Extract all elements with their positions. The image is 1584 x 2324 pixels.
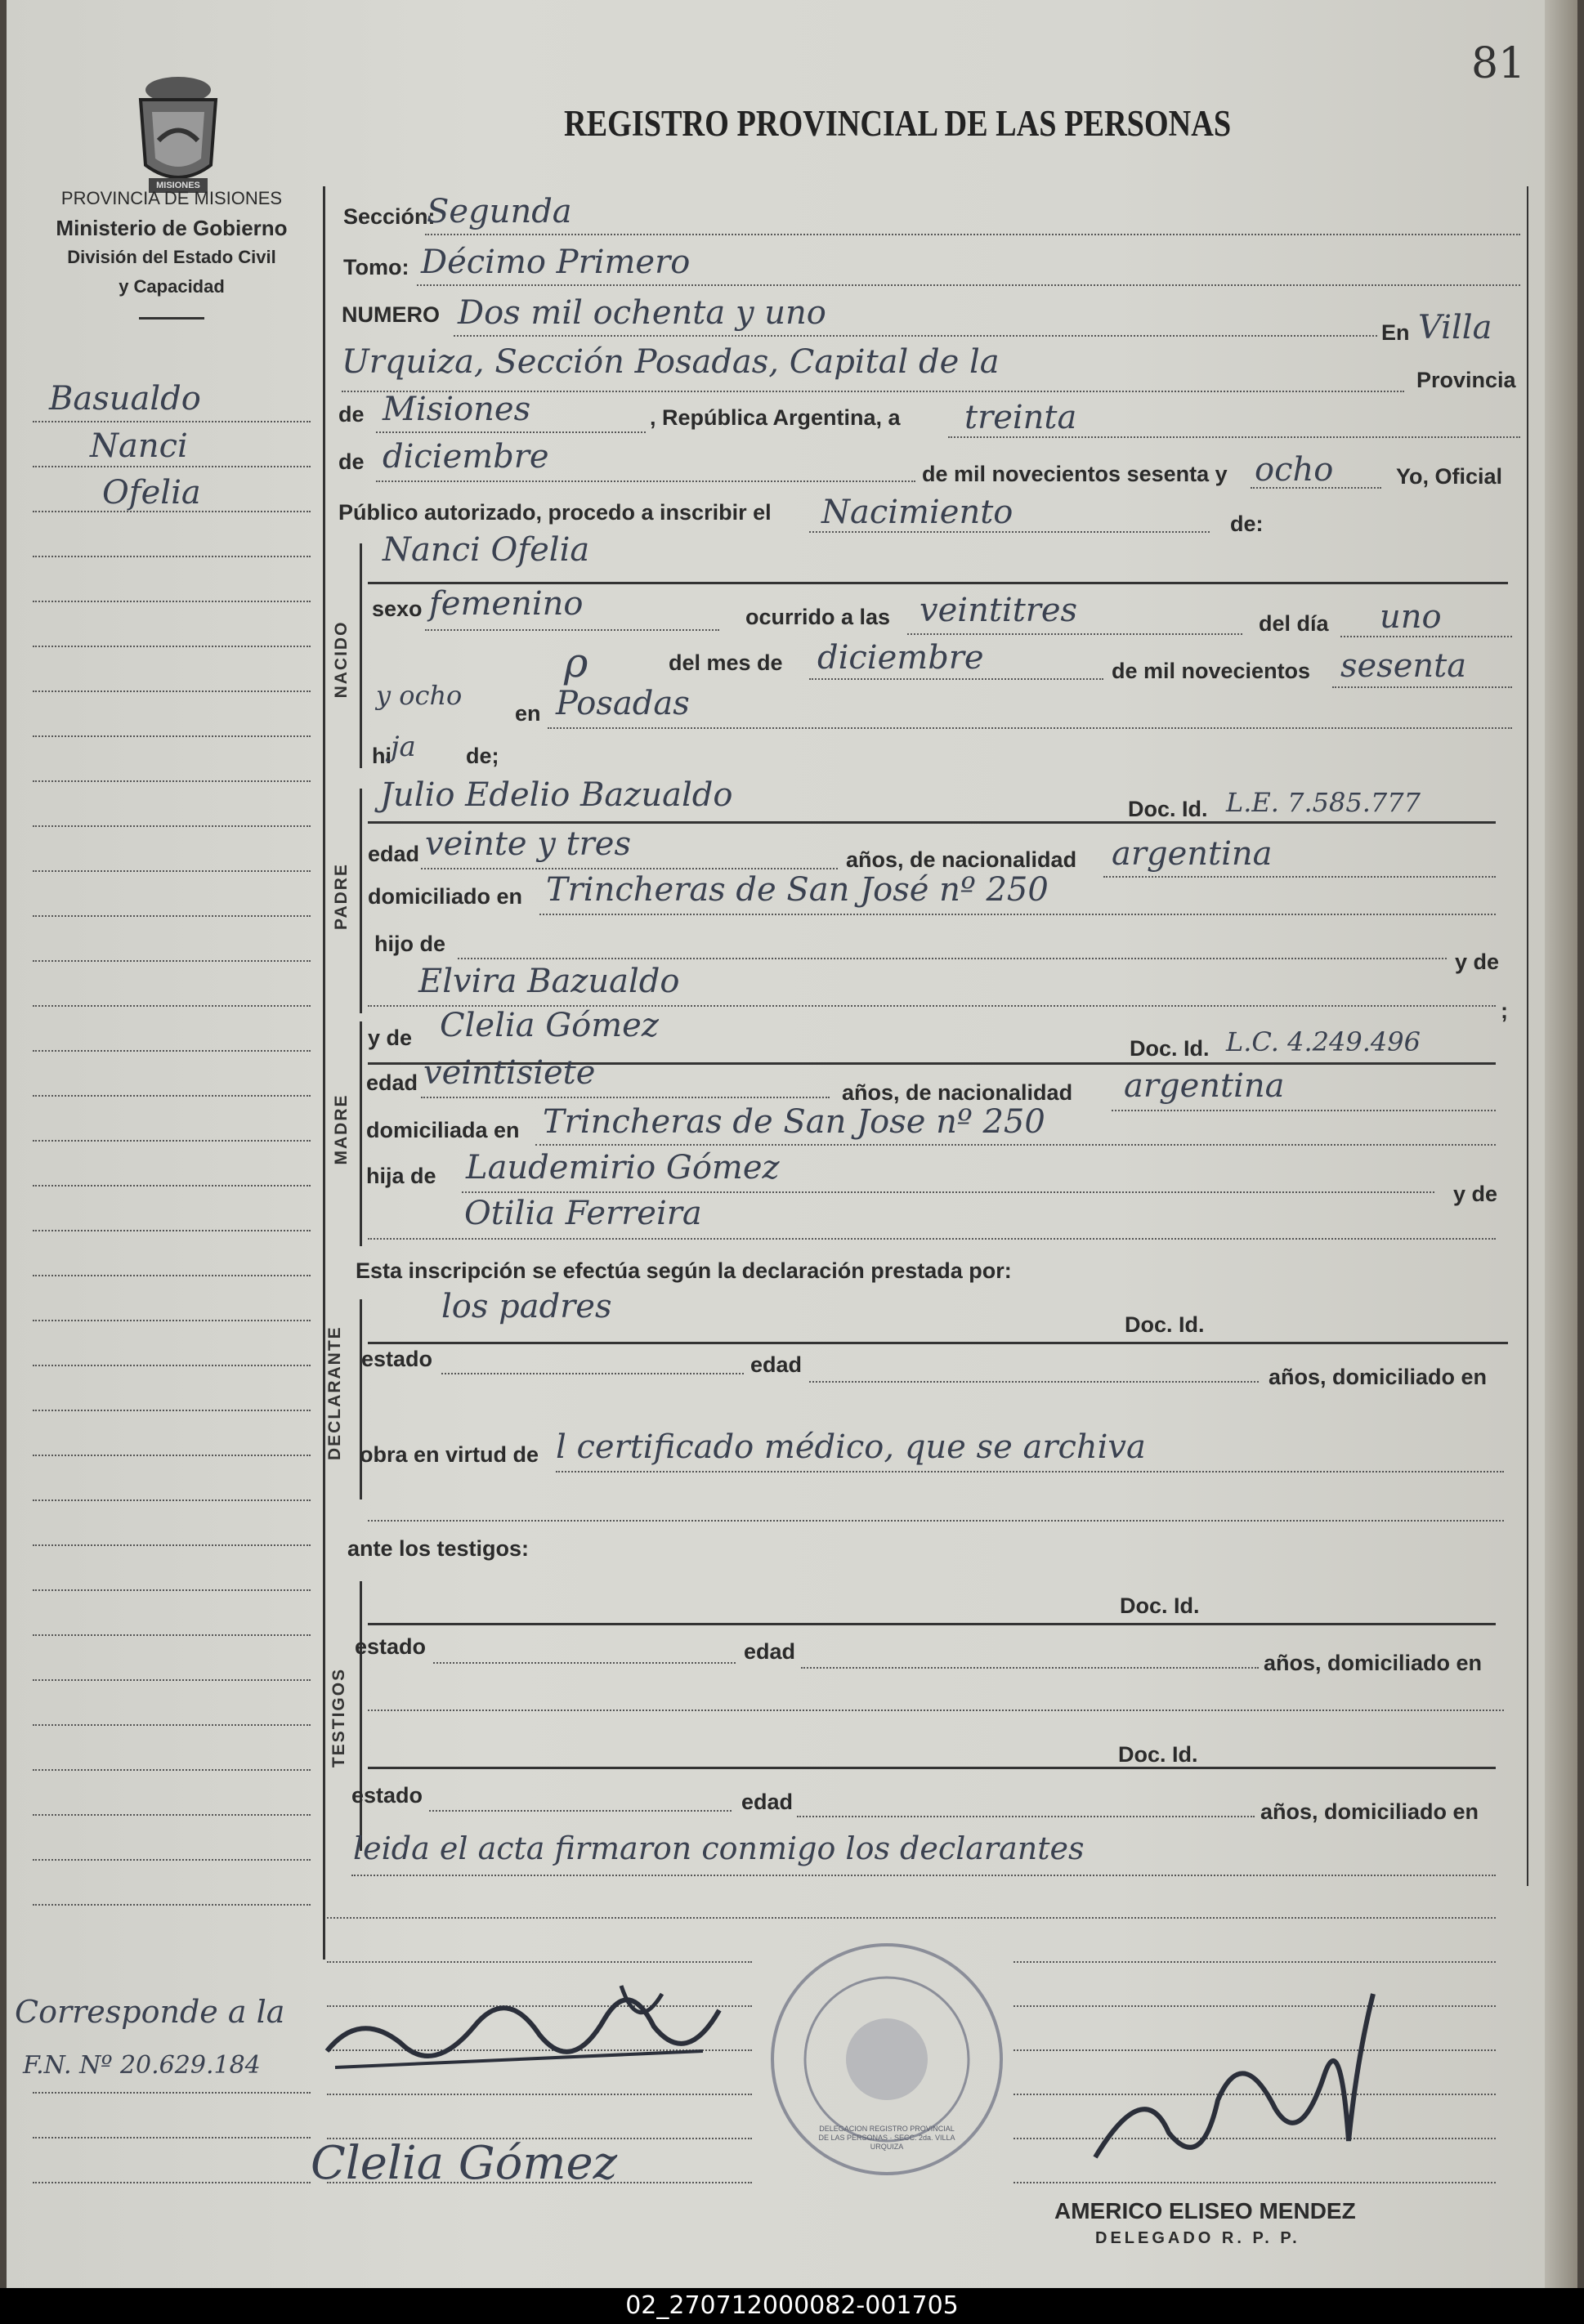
value-padre-dom: Trincheras de San José nº 250 xyxy=(546,871,1049,909)
section-testigos: TESTIGOS xyxy=(329,1667,348,1768)
value-madre-nac: argentina xyxy=(1124,1067,1285,1105)
label-inscripcion: Esta inscripción se efectúa según la declaración prestada por: xyxy=(356,1258,1012,1283)
label-de-colon: de: xyxy=(1230,512,1264,536)
issuing-office xyxy=(16,184,327,302)
label-doc-testigo-1: Doc. Id. xyxy=(1120,1593,1200,1618)
label-doc-declarante: Doc. Id. xyxy=(1125,1312,1205,1337)
testigo-2-line xyxy=(368,1767,1496,1769)
value-obra: l certificado médico, que se archiva xyxy=(556,1428,1146,1466)
label-hija: hi xyxy=(372,744,392,768)
value-hora: veintitres xyxy=(920,592,1078,629)
margin-name-2: Ofelia xyxy=(102,474,201,512)
section-nacido: NACIDO xyxy=(332,620,351,699)
frame-left xyxy=(323,186,325,1960)
value-lugar: Posadas xyxy=(556,685,690,722)
value-madre-nombre: Clelia Gómez xyxy=(440,1007,659,1044)
official-title: DELEGADO R. P. P. xyxy=(1095,2229,1300,2247)
value-place: Urquiza, Sección Posadas, Capital de la xyxy=(342,343,1000,381)
label-de: de xyxy=(338,402,365,427)
padre-line xyxy=(368,821,1496,824)
value-en-city: Villa xyxy=(1418,309,1492,346)
margin-surname: Basualdo xyxy=(49,380,201,418)
label-edad-declarante: edad xyxy=(750,1352,803,1377)
label-nac-madre: años, de nacionalidad xyxy=(842,1080,1073,1105)
label-hija-de: de; xyxy=(466,744,499,768)
label-del-dia: del día xyxy=(1259,611,1329,636)
value-abuela-paterna: Elvira Bazualdo xyxy=(418,963,680,1000)
label-y-de-padre: y de xyxy=(1455,950,1500,974)
label-ante-testigos: ante los testigos: xyxy=(347,1536,530,1561)
label-obra: obra en virtud de xyxy=(360,1442,539,1467)
value-nombre: Nanci Ofelia xyxy=(383,531,590,569)
page-edge xyxy=(1545,0,1577,2288)
section-padre: PADRE xyxy=(332,863,351,930)
value-seccion: Segunda xyxy=(427,193,572,230)
label-estado-testigo-1: estado xyxy=(355,1634,427,1659)
label-seccion: Sección: xyxy=(343,204,436,229)
section-madre: MADRE xyxy=(332,1093,351,1165)
value-madre-doc: L.C. 4.249.496 xyxy=(1226,1026,1421,1057)
label-anios-dom-declarante: años, domiciliado en xyxy=(1269,1365,1488,1389)
value-abuela-materna: Otilia Ferreira xyxy=(464,1195,702,1232)
division-name: División del Estado Civil xyxy=(67,247,276,267)
divider xyxy=(139,317,204,320)
ministry-name: Ministerio de Gobierno xyxy=(56,216,288,240)
label-edad-padre: edad xyxy=(368,842,420,866)
value-provincia-name: Misiones xyxy=(383,391,531,428)
value-numero: Dos mil ochenta y uno xyxy=(458,294,826,332)
label-dom-madre: domiciliada en xyxy=(366,1118,520,1142)
label-doc-madre: Doc. Id. xyxy=(1130,1036,1210,1061)
label-de-mil: de mil novecientos sesenta y xyxy=(922,462,1228,486)
declarante-line xyxy=(368,1342,1508,1344)
declarante-bracket xyxy=(360,1299,362,1499)
frame-right xyxy=(1527,186,1528,1886)
label-ocurrido: ocurrido a las xyxy=(745,605,891,629)
value-abuelo-materno: Laudemirio Gómez xyxy=(466,1149,780,1187)
label-edad-testigo-1: edad xyxy=(744,1639,796,1664)
label-en-2: en xyxy=(515,701,541,726)
page-title: REGISTRO PROVINCIAL DE LAS PERSONAS xyxy=(564,103,1232,144)
label-yo-oficial: Yo, Oficial xyxy=(1396,464,1503,489)
section-declarante: DECLARANTE xyxy=(325,1325,344,1460)
label-hija-de-madre: hija de xyxy=(366,1164,436,1188)
value-padre-edad: veinte y tres xyxy=(425,825,631,863)
label-tomo: Tomo: xyxy=(343,255,409,279)
label-edad-testigo-2: edad xyxy=(741,1790,794,1814)
value-declarante: los padres xyxy=(441,1288,612,1325)
mother-signature: Clelia Gómez xyxy=(311,2137,618,2190)
label-del-mes: del mes de xyxy=(669,650,783,675)
value-mes: diciembre xyxy=(817,639,984,677)
label-nac-padre: años, de nacionalidad xyxy=(846,847,1077,872)
label-estado-testigo-2: estado xyxy=(351,1783,423,1808)
value-madre-edad: veintisiete xyxy=(423,1054,596,1092)
label-y-de-madre-2: y de xyxy=(1453,1182,1498,1206)
label-sexo: sexo xyxy=(372,597,423,621)
value-acto: Nacimiento xyxy=(821,494,1013,531)
label-y-de-madre: y de xyxy=(368,1026,413,1050)
label-doc-testigo-2: Doc. Id. xyxy=(1118,1742,1198,1767)
crest-lettering: MISIONES xyxy=(156,181,200,190)
label-provincia: Provincia xyxy=(1416,368,1516,392)
label-doc-padre: Doc. Id. xyxy=(1128,797,1208,821)
value-madre-dom: Trincheras de San Jose nº 250 xyxy=(543,1103,1045,1141)
capacity-label: y Capacidad xyxy=(119,276,225,297)
value-padre-nac: argentina xyxy=(1112,835,1273,873)
label-de-mil-nov: de mil novecientos xyxy=(1112,659,1311,683)
label-republica: , República Argentina, a xyxy=(650,405,901,430)
province-name: PROVINCIA DE MISIONES xyxy=(60,188,283,208)
label-en: En xyxy=(1381,320,1410,345)
stamp-lettering: DELEGACION REGISTRO PROVINCIAL DE LAS PERSONAS · SECC. 2da. VILLA URQUIZA xyxy=(818,2125,955,2151)
label-edad-madre: edad xyxy=(366,1070,418,1095)
label-dom-padre: domiciliado en xyxy=(368,884,523,909)
official-stamp-icon xyxy=(764,1937,1009,2182)
official-signature-icon xyxy=(1079,1978,1422,2194)
madre-bracket xyxy=(360,1021,362,1246)
label-publico: Público autorizado, procedo a inscribir el xyxy=(338,500,772,525)
label-hijo-de: hijo de xyxy=(374,932,445,956)
value-sexo: femenino xyxy=(429,585,584,623)
value-anio-2: y ocho xyxy=(376,680,463,711)
province-crest-icon xyxy=(129,67,227,198)
official-name: AMERICO ELISEO MENDEZ xyxy=(1054,2198,1356,2223)
value-anio: sesenta xyxy=(1340,647,1467,685)
label-anios-dom-testigo-2: años, domiciliado en xyxy=(1260,1799,1479,1824)
father-signature-icon xyxy=(311,1961,736,2096)
label-numero: NUMERO xyxy=(342,302,440,327)
value-padre-nombre: Julio Edelio Bazualdo xyxy=(380,776,733,814)
nacido-bracket xyxy=(360,543,362,768)
value-hija-suffix: ja xyxy=(391,731,416,763)
note-corresponde: Corresponde a la xyxy=(15,1994,285,2030)
value-padre-doc: L.E. 7.585.777 xyxy=(1226,787,1421,818)
value-leida: leida el acta firmaron conmigo los declarantes xyxy=(353,1830,1085,1866)
image-id-footer: 02_270712000082-001705 xyxy=(0,2288,1584,2324)
testigo-1-line xyxy=(368,1623,1496,1625)
testigos-bracket xyxy=(360,1581,362,1851)
value-dia-registro: treinta xyxy=(964,399,1077,436)
label-de-2: de xyxy=(338,449,365,474)
value-dia: uno xyxy=(1380,598,1442,636)
value-mes-registro: diciembre xyxy=(383,438,549,476)
semicolon: ; xyxy=(1501,999,1508,1023)
value-scribble: ρ xyxy=(564,639,588,686)
note-fn: F.N. Nº 20.629.184 xyxy=(23,2051,261,2080)
page-number: 81 xyxy=(1471,39,1526,88)
nacido-line xyxy=(368,582,1508,584)
margin-name-1: Nanci xyxy=(90,427,188,465)
value-tomo: Décimo Primero xyxy=(421,244,691,281)
value-anio-registro: ocho xyxy=(1255,451,1334,489)
padre-bracket xyxy=(360,789,362,1013)
label-estado-declarante: estado xyxy=(361,1347,433,1371)
label-anios-dom-testigo-1: años, domiciliado en xyxy=(1264,1651,1483,1675)
